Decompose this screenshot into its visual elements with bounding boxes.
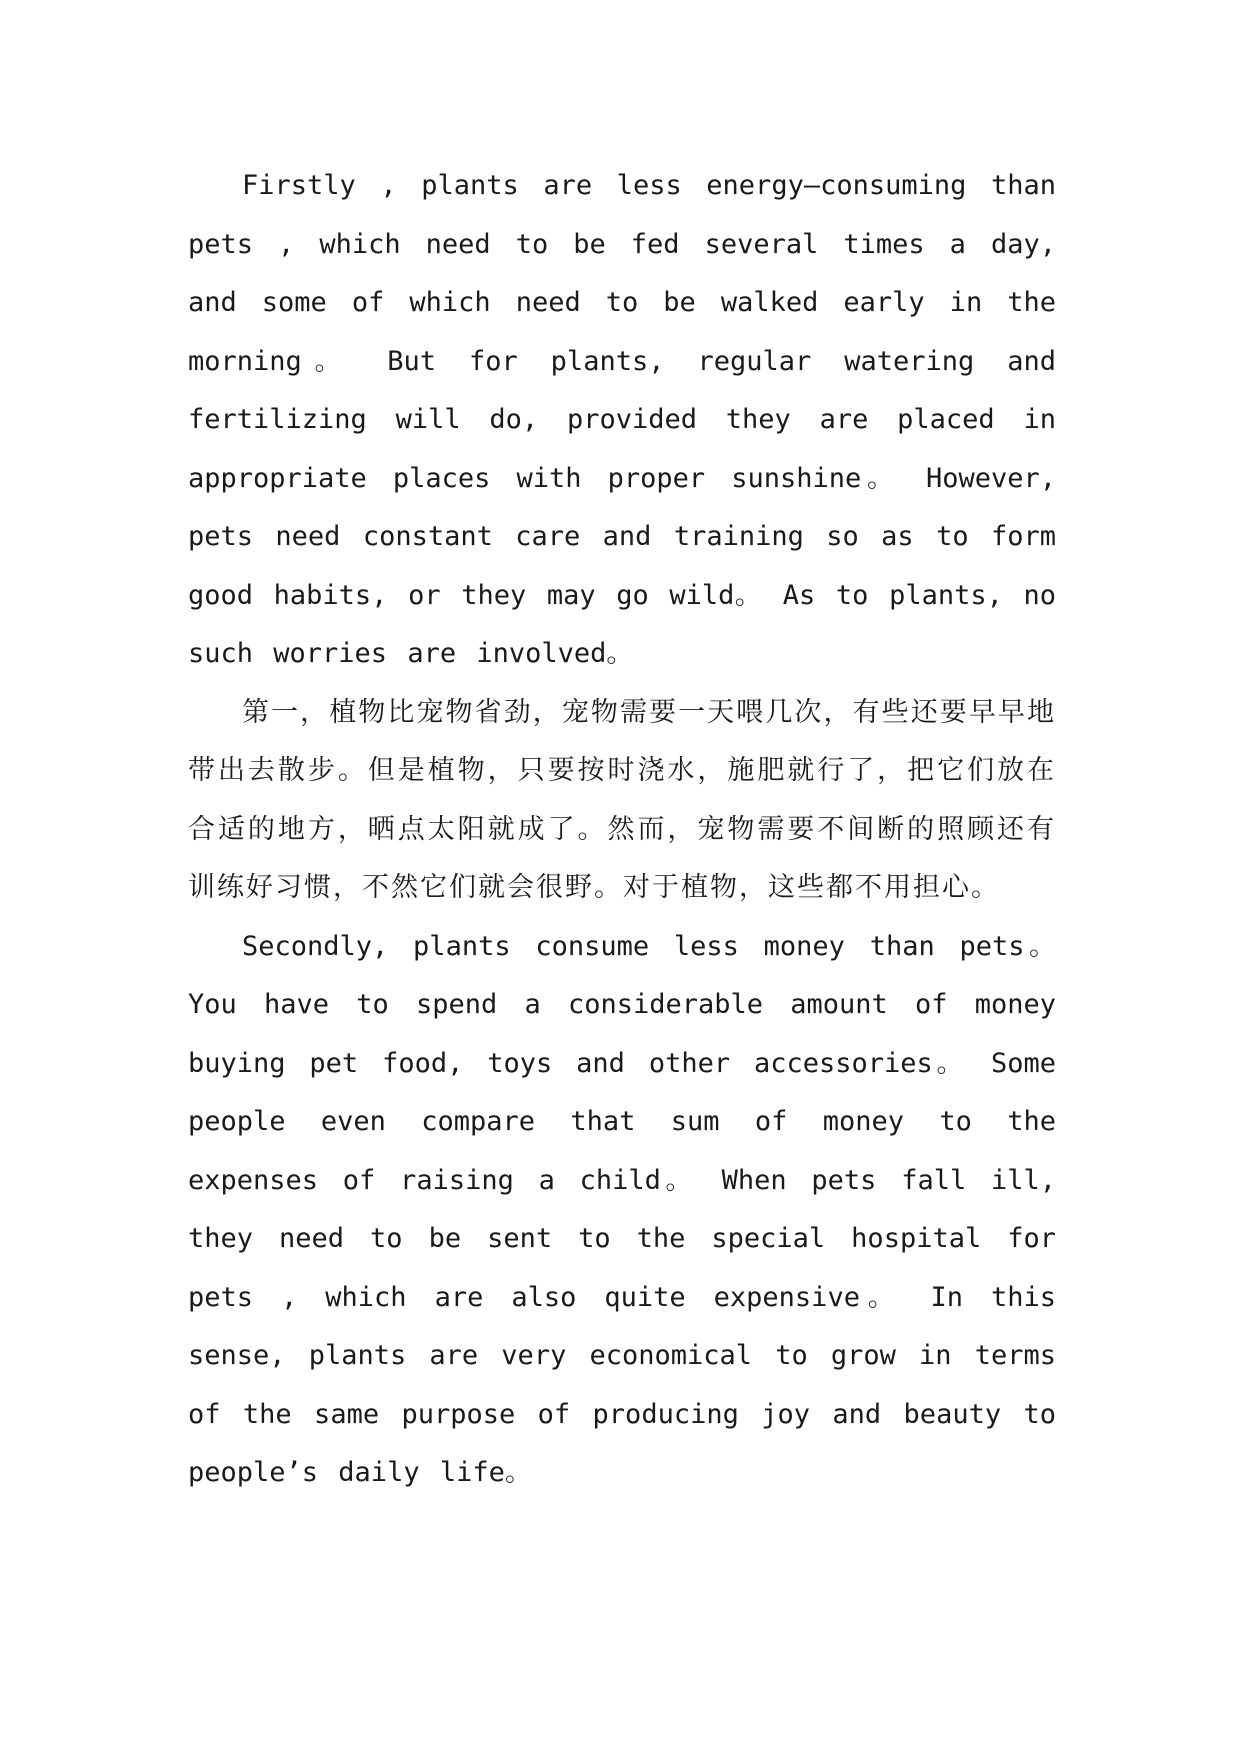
paragraph-firstly-zh: 第一，植物比宠物省劲，宠物需要一天喂几次，有些还要早早地带出去散步。但是植物，只要按时浇水，施肥就行了，把它们放在合适的地方，晒点太阳就成了。然而，宠物需要不间断的照顾还有训练好习惯，不然它们就会很野。对于植物，这些都不用担心。 (188, 696, 1056, 903)
paragraph-firstly-en: Firstly , plants are less energy—consuming than pets , which need to be fed several times a day, and some of which need to be walked early in the morning。 But for plants, regular watering and fertilizing will do, provided they are placed in appropriate places with proper sunshine。 However, pets need constant care and training so as to form good habits, or they may go wild。 As to plants, no such worries are involved。 (188, 170, 1056, 669)
paragraph-secondly-en: Secondly, plants consume less money than pets。 You have to spend a considerable amount of money buying pet food, toys and other accessories。 Some people even compare that sum of money to the expenses of raising a child。 When pets fall ill, they need to be sent to the special hospital for pets , which are also quite expensive。 In this sense, plants are very economical to grow in terms of the same purpose of producing joy and beauty to people’s daily life。 (188, 930, 1056, 1488)
document-body (188, 157, 1056, 1503)
